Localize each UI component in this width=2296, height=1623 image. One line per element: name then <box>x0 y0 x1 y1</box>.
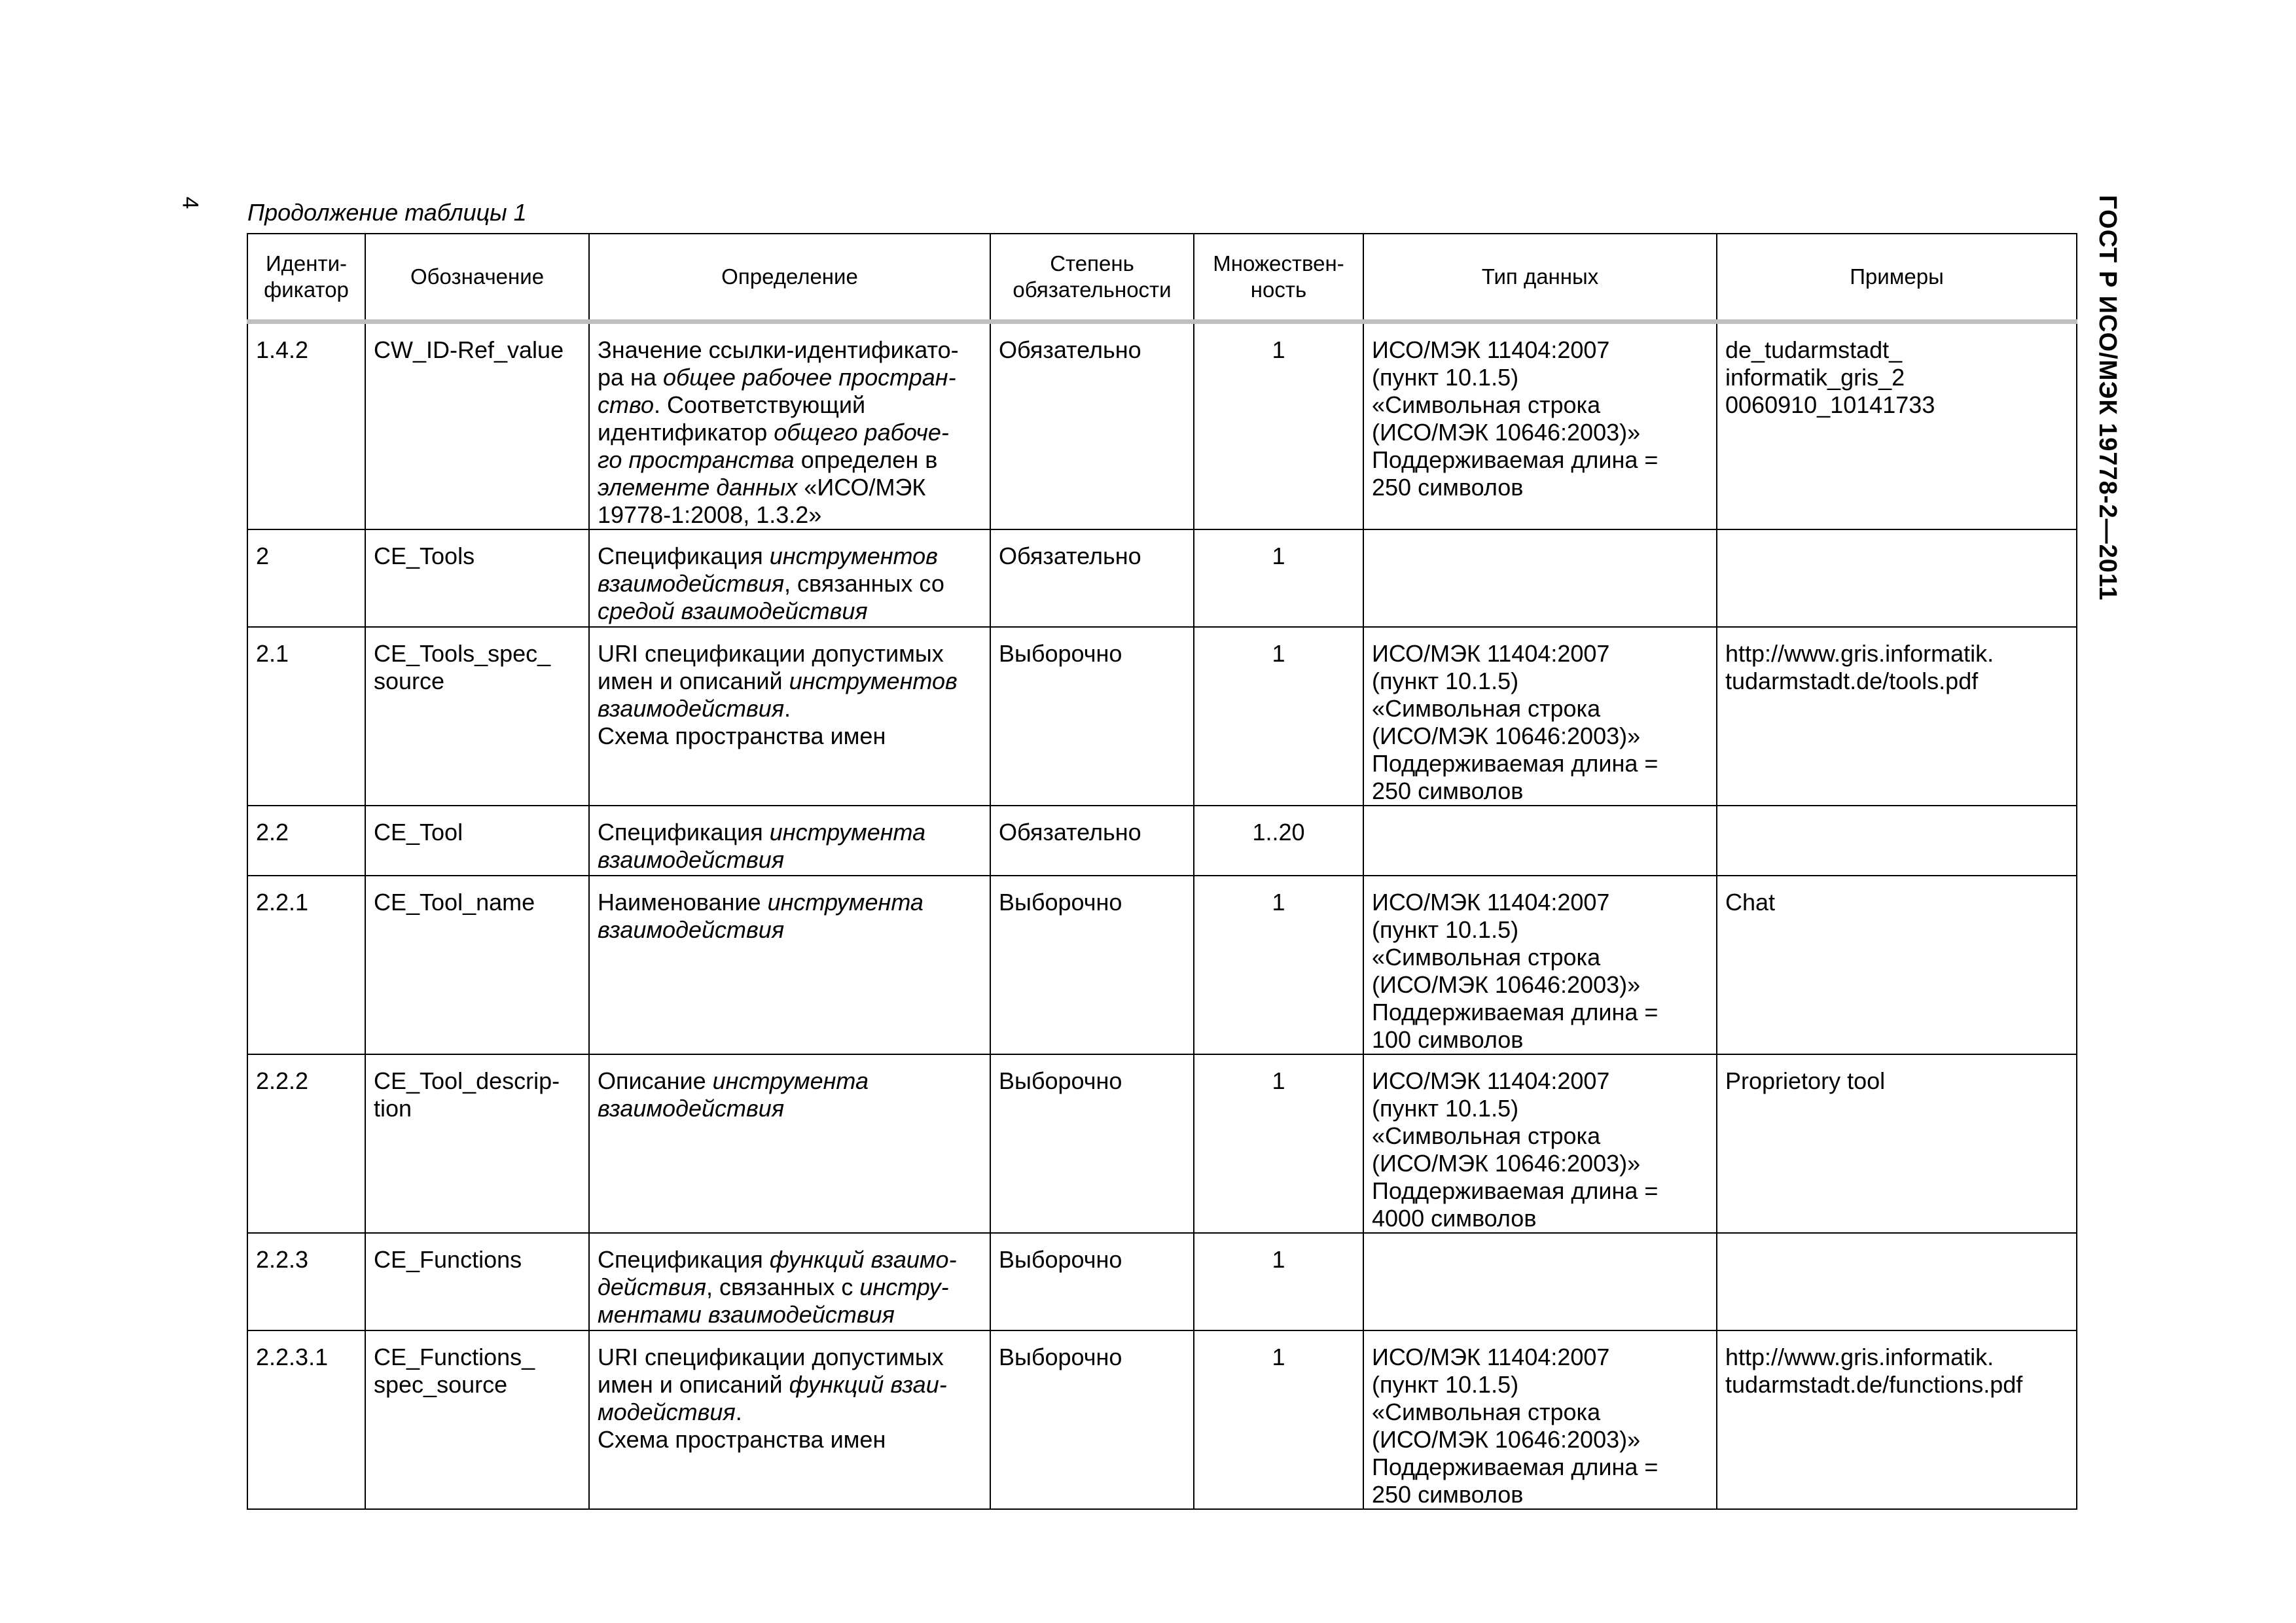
definition-text: . Схема пространства имен <box>598 695 886 749</box>
definition-term: общее рабочее простран- ство <box>598 364 956 418</box>
definition-term: функций взаимо- действия <box>598 1246 957 1300</box>
table-row <box>247 1054 2077 1233</box>
cell-designation: CE_Tools <box>365 529 589 627</box>
cell-multiplicity: 1 <box>1194 529 1363 627</box>
cell-multiplicity: 1 <box>1194 1054 1363 1233</box>
definition-text: Значение ссылки-идентификато- ра на <box>598 336 959 391</box>
definition-term: инструмента взаимодействия <box>598 889 924 943</box>
header-identifier: Иденти- фикатор <box>247 234 365 322</box>
cell-datatype <box>1363 806 1717 876</box>
cell-definition <box>589 806 990 876</box>
header-examples: Примеры <box>1717 234 2077 322</box>
header-datatype: Тип данных <box>1363 234 1717 322</box>
definition-text: Спецификация <box>598 1246 770 1273</box>
cell-identifier: 2.2 <box>247 806 365 876</box>
header-definition: Определение <box>589 234 990 322</box>
cell-examples: de_tudarmstadt_ informatik_gris_2 0060910_10141733 <box>1717 322 2077 530</box>
definition-term: инструментов взаимодействия <box>598 543 938 597</box>
cell-datatype: ИСО/МЭК 11404:2007 (пункт 10.1.5) «Символьная строка (ИСО/МЭК 10646:2003)» Поддерживаемая длина = 250 символов <box>1363 322 1717 530</box>
cell-identifier: 2.2.3.1 <box>247 1330 365 1509</box>
cell-examples: Proprietory tool <box>1717 1054 2077 1233</box>
cell-obligation: Выборочно <box>990 876 1194 1054</box>
cell-definition <box>589 322 990 530</box>
definition-term: инструмента взаимодействия <box>598 819 926 873</box>
cell-definition <box>589 1330 990 1509</box>
cell-examples: Chat <box>1717 876 2077 1054</box>
cell-obligation: Обязательно <box>990 529 1194 627</box>
cell-designation: CE_Functions <box>365 1233 589 1330</box>
cell-obligation: Выборочно <box>990 1330 1194 1509</box>
cell-datatype: ИСО/МЭК 11404:2007 (пункт 10.1.5) «Символьная строка (ИСО/МЭК 10646:2003)» Поддерживаемая длина = 4000 символов <box>1363 1054 1717 1233</box>
cell-designation: CE_Tool_name <box>365 876 589 1054</box>
table-row <box>247 1233 2077 1330</box>
data-elements-table <box>247 233 2077 1510</box>
cell-obligation: Выборочно <box>990 627 1194 806</box>
cell-multiplicity: 1 <box>1194 1233 1363 1330</box>
cell-examples <box>1717 529 2077 627</box>
definition-term: функций взаи- модействия <box>598 1371 947 1425</box>
cell-datatype: ИСО/МЭК 11404:2007 (пункт 10.1.5) «Символьная строка (ИСО/МЭК 10646:2003)» Поддерживаемая длина = 250 символов <box>1363 1330 1717 1509</box>
cell-identifier: 2.1 <box>247 627 365 806</box>
definition-text: Спецификация <box>598 543 770 569</box>
definition-text: , связанных со <box>784 570 944 597</box>
definition-text: URI спецификации допустимых имен и описаний <box>598 640 944 694</box>
cell-designation: CW_ID-Ref_value <box>365 322 589 530</box>
definition-term: инструмента взаимодействия <box>598 1067 869 1122</box>
cell-obligation: Обязательно <box>990 322 1194 530</box>
standard-title: ГОСТ Р ИСО/МЭК 19778-2—2011 <box>2094 195 2121 601</box>
cell-multiplicity: 1 <box>1194 876 1363 1054</box>
definition-text: «ИСО/МЭК 19778-1:2008, 1.3.2» <box>598 474 926 528</box>
cell-designation: CE_Tools_spec_ source <box>365 627 589 806</box>
cell-designation: CE_Tool_descrip- tion <box>365 1054 589 1233</box>
page-number: 4 <box>177 196 203 209</box>
cell-identifier: 2 <box>247 529 365 627</box>
cell-examples <box>1717 1233 2077 1330</box>
definition-term: элементе данных <box>598 474 798 501</box>
cell-datatype: ИСО/МЭК 11404:2007 (пункт 10.1.5) «Символьная строка (ИСО/МЭК 10646:2003)» Поддерживаемая длина = 100 символов <box>1363 876 1717 1054</box>
table-caption: Продолжение таблицы 1 <box>247 199 527 226</box>
table-header-row <box>247 234 2077 322</box>
header-designation: Обозначение <box>365 234 589 322</box>
cell-multiplicity: 1 <box>1194 322 1363 530</box>
definition-text: . Соответствующий идентификатор <box>598 391 866 446</box>
definition-text: Наименование <box>598 889 768 916</box>
cell-examples <box>1717 806 2077 876</box>
cell-definition <box>589 1054 990 1233</box>
cell-identifier: 1.4.2 <box>247 322 365 530</box>
definition-text: . Схема пространства имен <box>598 1399 886 1453</box>
cell-obligation: Выборочно <box>990 1054 1194 1233</box>
definition-term: общего рабоче- го пространства <box>598 419 949 473</box>
table-row <box>247 627 2077 806</box>
table-row <box>247 806 2077 876</box>
definition-term: инструментов взаимодействия <box>598 668 958 722</box>
definition-text: , связанных с <box>706 1274 860 1300</box>
cell-obligation: Выборочно <box>990 1233 1194 1330</box>
table-row <box>247 876 2077 1054</box>
cell-designation: CE_Functions_ spec_source <box>365 1330 589 1509</box>
cell-datatype: ИСО/МЭК 11404:2007 (пункт 10.1.5) «Символьная строка (ИСО/МЭК 10646:2003)» Поддерживаемая длина = 250 символов <box>1363 627 1717 806</box>
cell-identifier: 2.2.2 <box>247 1054 365 1233</box>
header-obligation: Степень обязательности <box>990 234 1194 322</box>
definition-text: Описание <box>598 1067 713 1094</box>
definition-text: определен в <box>800 446 938 473</box>
definition-term: средой взаимодействия <box>598 597 868 624</box>
cell-definition <box>589 627 990 806</box>
definition-text: Спецификация <box>598 819 770 846</box>
cell-examples: http://www.gris.informatik. tudarmstadt.de/tools.pdf <box>1717 627 2077 806</box>
cell-examples: http://www.gris.informatik. tudarmstadt.de/functions.pdf <box>1717 1330 2077 1509</box>
definition-term: инстру- ментами взаимодействия <box>598 1274 949 1328</box>
cell-identifier: 2.2.1 <box>247 876 365 1054</box>
header-multiplicity: Множествен- ность <box>1194 234 1363 322</box>
cell-identifier: 2.2.3 <box>247 1233 365 1330</box>
table-row <box>247 322 2077 530</box>
cell-definition <box>589 529 990 627</box>
cell-definition <box>589 876 990 1054</box>
cell-multiplicity: 1 <box>1194 627 1363 806</box>
cell-datatype <box>1363 529 1717 627</box>
cell-datatype <box>1363 1233 1717 1330</box>
cell-definition <box>589 1233 990 1330</box>
cell-obligation: Обязательно <box>990 806 1194 876</box>
cell-multiplicity: 1 <box>1194 1330 1363 1509</box>
table-body <box>247 322 2077 1510</box>
definition-text: URI спецификации допустимых имен и описаний <box>598 1344 944 1398</box>
table-row <box>247 1330 2077 1509</box>
cell-designation: CE_Tool <box>365 806 589 876</box>
cell-multiplicity: 1..20 <box>1194 806 1363 876</box>
table-row <box>247 529 2077 627</box>
